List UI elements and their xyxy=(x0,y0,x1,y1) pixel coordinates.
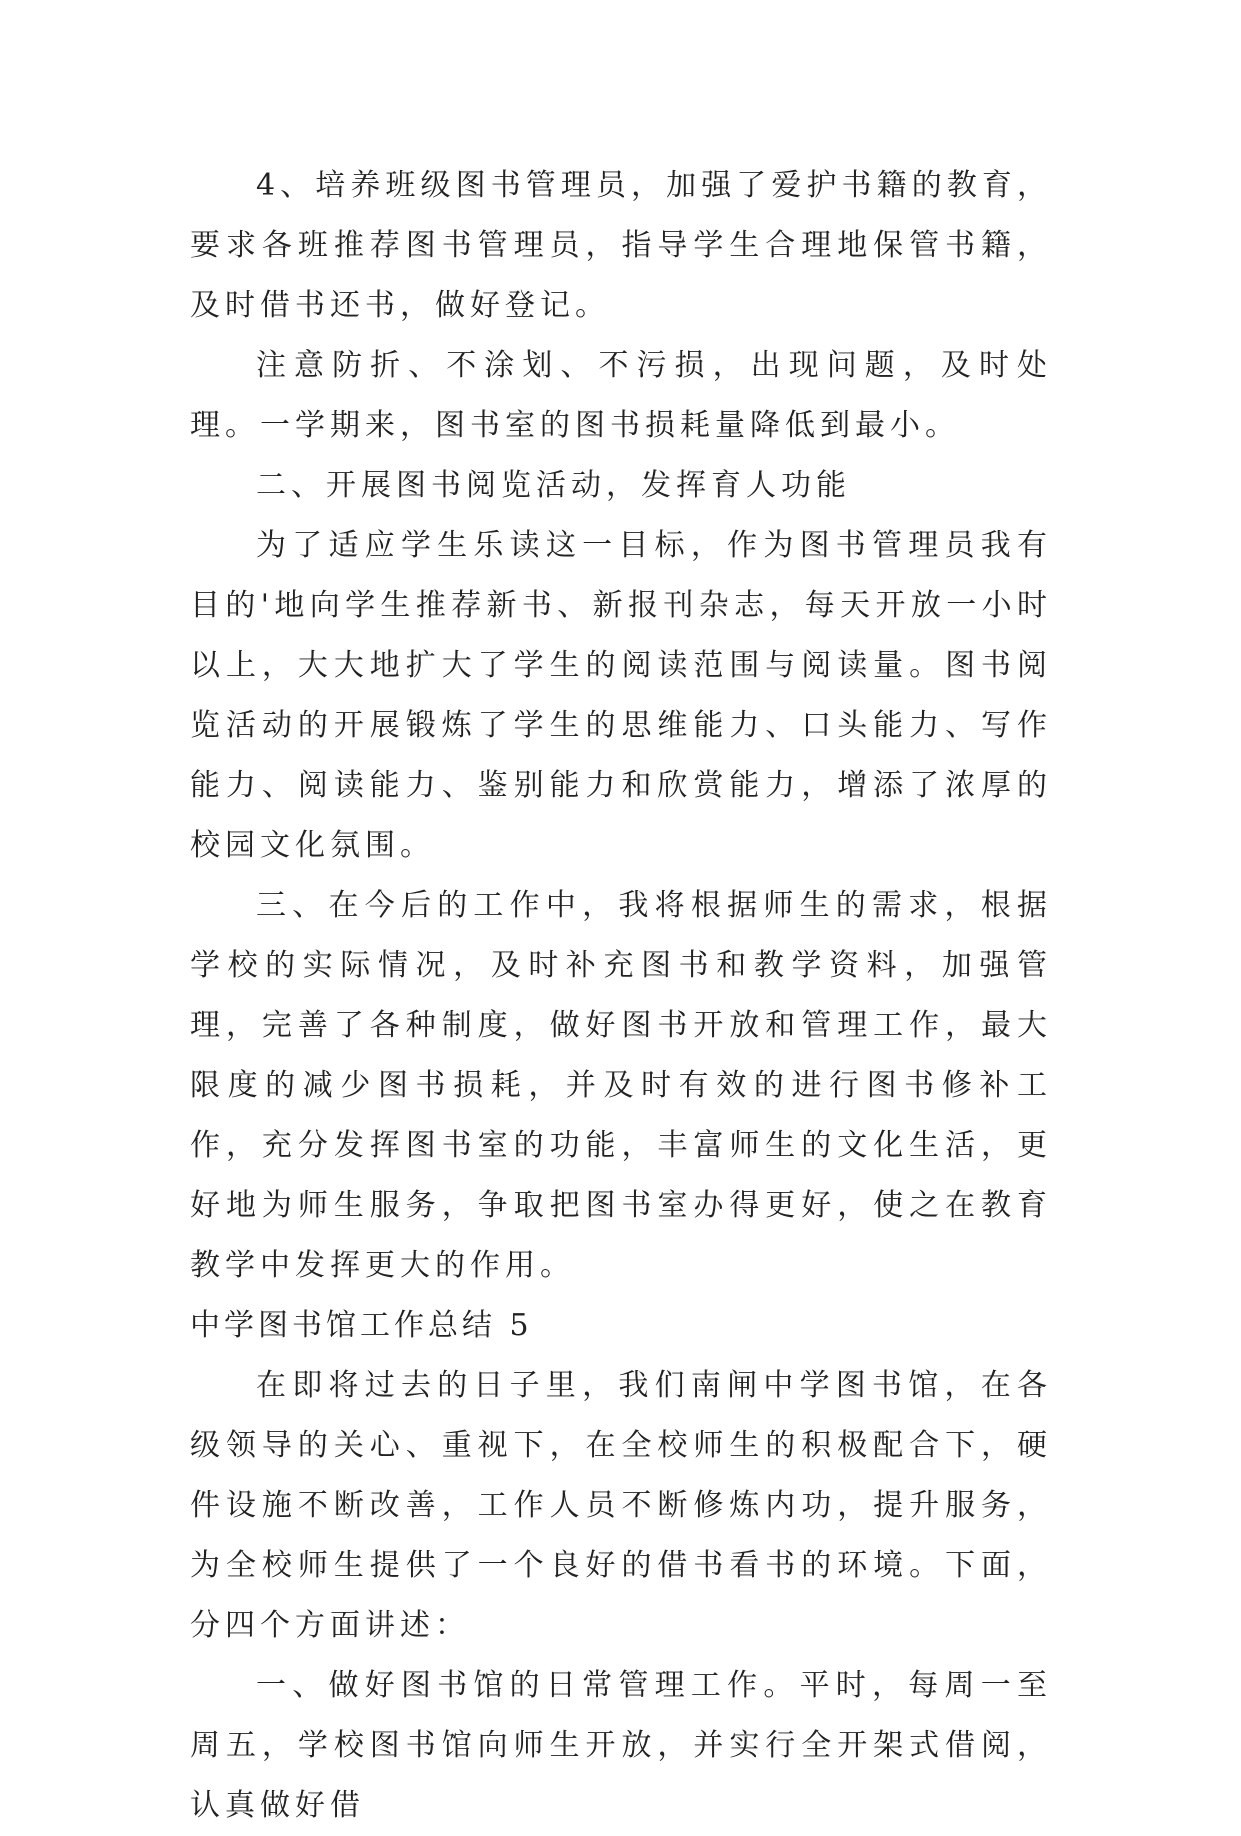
paragraph-librarian-training: 4、培养班级图书管理员，加强了爱护书籍的教育，要求各班推荐图书管理员，指导学生合理地保管书籍，及时借书还书，做好登记。 xyxy=(190,168,1052,323)
paragraph-daily-management: 一、做好图书馆的日常管理工作。平时，每周一至周五，学校图书馆向师生开放，并实行全开架式借阅，认真做好借 xyxy=(190,1668,1052,1823)
paragraph-reading-activities: 为了适应学生乐读这一目标，作为图书管理员我有目的'地向学生推荐新书、新报刊杂志，每天开放一小时以上，大大地扩大了学生的阅读范围与阅读量。图书阅览活动的开展锻炼了学生的思维能力、口头能力、写作能力、阅读能力、鉴别能力和欣赏能力，增添了浓厚的校园文化氛围。 xyxy=(190,528,1052,863)
paragraph-introduction: 在即将过去的日子里，我们南闸中学图书馆，在各级领导的关心、重视下，在全校师生的积极配合下，硬件设施不断改善，工作人员不断修炼内功，提升服务，为全校师生提供了一个良好的借书看书的环境。下面，分四个方面讲述： xyxy=(190,1368,1052,1643)
document-body xyxy=(190,156,1052,1836)
paragraph-future-work: 三、在今后的工作中，我将根据师生的需求，根据学校的实际情况，及时补充图书和教学资料，加强管理，完善了各种制度，做好图书开放和管理工作，最大限度的减少图书损耗，并及时有效的进行图书修补工作，充分发挥图书室的功能，丰富师生的文化生活，更好地为师生服务，争取把图书室办得更好，使之在教育教学中发挥更大的作用。 xyxy=(190,888,1052,1283)
section-heading-reading-activities: 二、开展图书阅览活动，发挥育人功能 xyxy=(256,468,851,503)
paragraph-book-care: 注意防折、不涂划、不污损，出现问题，及时处理。一学期来，图书室的图书损耗量降低到最小。 xyxy=(190,348,1052,443)
article-title: 中学图书馆工作总结 5 xyxy=(190,1308,533,1343)
